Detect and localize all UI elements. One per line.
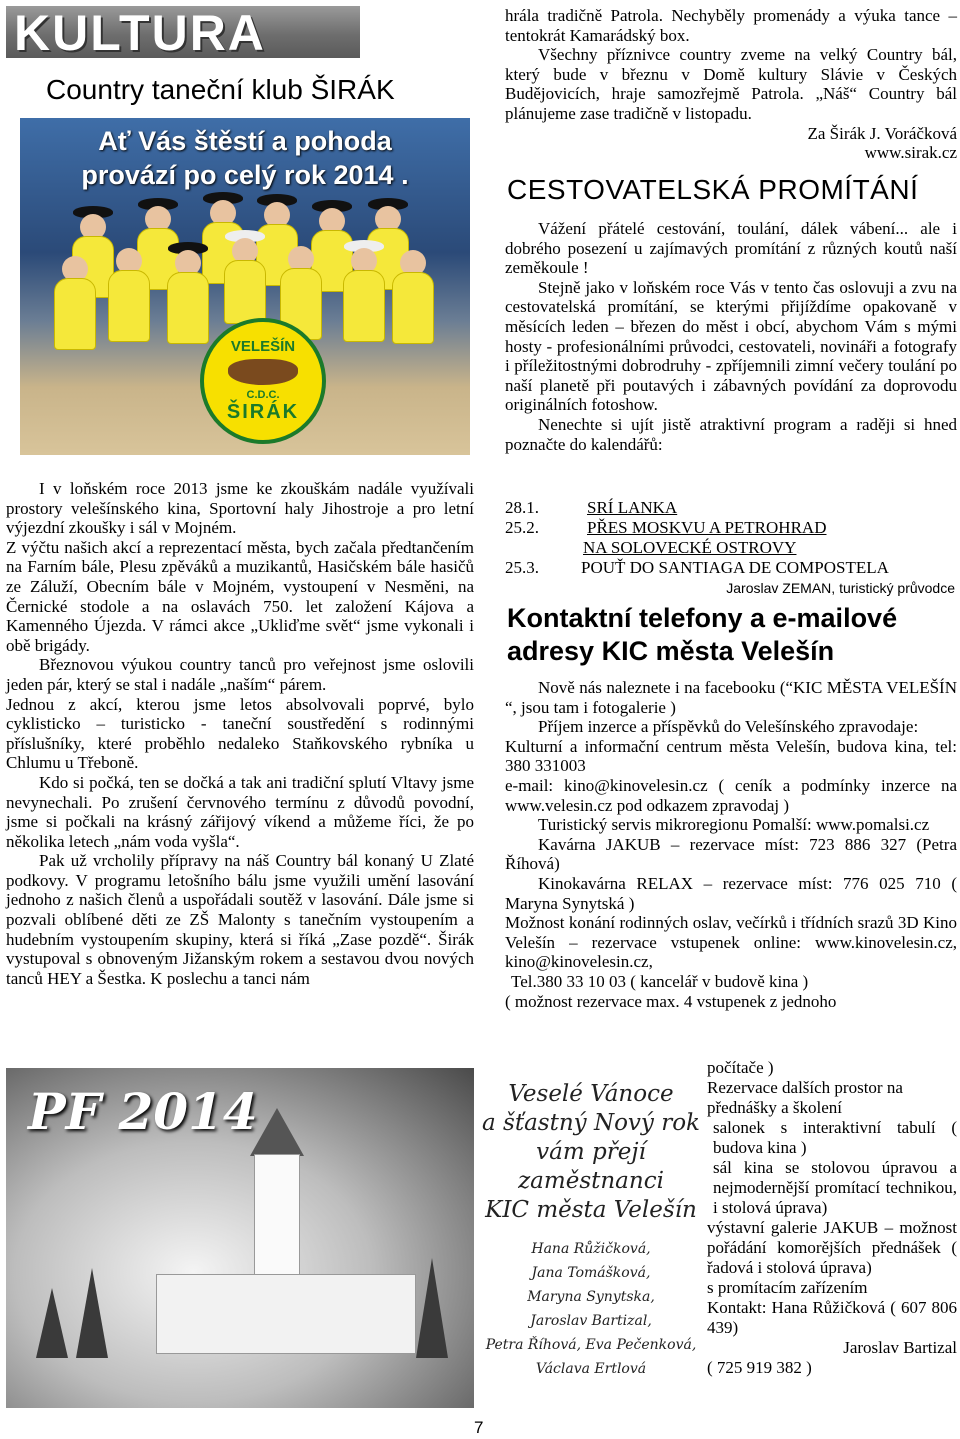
travel-article — [505, 219, 957, 454]
article-paragraph: hrála tradičně Patrola. Nechyběly promenády a výuka tance – tentokrát Kamarádský box. — [505, 6, 957, 45]
contact-line: Turistický servis mikroregionu Pomalší: www.pomalsi.cz — [538, 815, 930, 835]
greeting-line: zaměstnanci — [518, 1168, 664, 1194]
greeting-line: KIC města Velešín — [485, 1197, 697, 1223]
article-paragraph: Vážení přátelé cestování, toulání, dálek vábení... ale i dobrého posezení u zajímavých promítání z různých koutů naší zeměkoule ! — [505, 219, 957, 278]
trip-date: 28.1. — [505, 498, 539, 517]
trip-guide: Jaroslav ZEMAN, turistický průvodce — [726, 580, 955, 596]
greeting-line: a šťastný Nový rok — [482, 1110, 700, 1136]
contact-line: salonek s interaktivní tabulí ( budova kina ) — [713, 1118, 957, 1157]
contacts-list-continued — [707, 1058, 957, 1378]
photo-caption-line2: provází po celý rok 2014 . — [81, 160, 409, 190]
contact-line: Tel.380 33 10 03 ( kancelář v budově kina ) — [511, 971, 809, 991]
contact-line: Kontakt: Hana Růžičková ( 607 806 439) — [707, 1298, 957, 1337]
pf-2014-image — [6, 1068, 474, 1408]
trip-row — [505, 518, 957, 538]
banner-title: KULTURA — [14, 6, 266, 58]
contact-line: ( 725 919 382 ) — [707, 1358, 812, 1377]
article-paragraph: Nenechte si ujít jistě atraktivní program a raději si hned poznačte do kalendářů: — [505, 414, 957, 454]
article-paragraph: Z výčtu našich akcí a reprezentací města, bych začala předtančením na Farním bále, Plesu zpěváků a muzikantů, Hasičském bále hasičů ze Záluží, Obecním bále v Mojném, vystoupení v Nesměni, na Černické stodole a na oslavách 750. let založení Kájova a Kamenného Újezda. V rámci akce „Ukliďme svět“ jsme vykonali i obě brigády. — [6, 537, 474, 655]
greeting-line: vám přejí — [536, 1139, 646, 1165]
contact-line: Příjem inzerce a příspěvků do Velešínského zpravodaje: — [538, 717, 919, 737]
contact-line: sál kina se stolovou úpravou a nejmodernější promítací technikou, i stolová úprava) — [713, 1158, 957, 1217]
contact-line: počítače ) — [707, 1058, 774, 1077]
club-article-continuation — [505, 6, 957, 163]
signature-name: Maryna Synytska, — [527, 1289, 655, 1305]
photo-caption-line1: Ať Vás štěstí a pohoda — [98, 126, 392, 156]
club-website-link[interactable]: www.sirak.cz — [864, 143, 957, 163]
contact-line: e-mail: kino@kinovelesin.cz ( ceník a podmínky inzerce na www.velesin.cz pod odkazem zpravodaj ) — [505, 775, 957, 815]
contact-line: s promítacím zařízením — [707, 1278, 868, 1297]
logo-text-bottom: ŠIRÁK — [226, 401, 300, 423]
trip-date: 25.3. — [505, 558, 539, 577]
signature-name: Petra Říhová, Eva Pečenková, — [485, 1337, 697, 1353]
article-paragraph: Jednou z akcí, kterou jsme letos absolvovali poprvé, bylo cyklisticko – turisticko - taneční soustředění s rodinnými příslušníky, které proběhlo nedaleko Staňkovského rybníka u Chlumu u Třeboně. — [6, 694, 474, 773]
travel-heading: CESTOVATELSKÁ PROMÍTÁNÍ — [507, 174, 919, 205]
logo-text-mid: C.D.C. — [246, 389, 280, 401]
article-paragraph: Pak už vrcholily přípravy na náš Country bál konaný U Zlaté podkovy. V programu letošního bálu jsme využili umění lasování jednoho z našich členů a uspořádali soutěž v lasování. Dále jsme si pozvali oblíbené děti ze ZŠ Malonty s tanečním vystoupením a hudebním vystoupením skupiny, která si říká „Zase pozdě“. Širák vystupoval s obnoveným Jižanským rokem a sestavou dvou nových tanců HEY a Šestka. K poslechu a tanci nám — [6, 851, 474, 988]
trip-row — [505, 498, 957, 518]
article-paragraph: Všechny příznivce country zveme na velký Country bál, který bude v březnu v Domě kultury Slávie v Českých Budějovicích, hraje samozřejmě Patrola. „Náš“ Country bál plánujeme zase tradičně v listopadu. — [505, 45, 957, 123]
trip-date: 25.2. — [505, 518, 539, 537]
contact-line: Jaroslav Bartizal — [843, 1338, 957, 1357]
contact-line: Kinokavárna RELAX – rezervace míst: 776 025 710 ( Maryna Synytská ) — [505, 873, 957, 913]
church-roof — [250, 1108, 304, 1156]
signature-name: Jana Tomášková, — [531, 1265, 651, 1281]
club-logo — [200, 318, 326, 444]
contacts-list — [505, 678, 957, 1011]
greeting-signatures — [478, 1237, 704, 1381]
signature-name: Václava Ertlová — [535, 1361, 647, 1377]
contact-line: Kulturní a informační centrum města Velešín, budova kina, tel: 380 331003 — [505, 736, 957, 776]
trip-name: NA SOLOVECKÉ OSTROVY — [583, 538, 797, 557]
section-banner — [6, 6, 360, 58]
contact-line: Rezervace dalších prostor na přednášky a školení — [707, 1078, 903, 1117]
contact-line: ( možnost rezervace max. 4 vstupenek z jednoho — [505, 991, 837, 1011]
page-number: 7 — [474, 1418, 484, 1437]
article-paragraph: I v loňském roce 2013 jsme ke zkouškám nadále využívali prostory velešínského kina, Sportovní haly Jihostroje a pro letní výjezdní zkoušky i sál v Mojném. — [6, 479, 474, 538]
article-paragraph: Kdo si počká, ten se dočká a tak ani tradiční splutí Vltavy jsme nevynechali. Po zrušení červnového termínu z důvodů povodní, jsme si počkali na krásný zářijový víkend a můžeme říci, že po několika letech „nám voda vyšla“. — [6, 772, 474, 851]
article-paragraph: Stejně jako v loňském roce Vás v tento čas oslovuji a zvu na cestovatelská promítání, se kterými přijíždíme opakovaně v měsících leden – březen do měst i obcí, abychom Vám s mými hosty - profesionálními průvodci, cestovateli, novináři a fotografy i příležitostnými dobrodruhy - zpříjemnili zimní večery toulání po naší planetě při poutavých i zábavných povídání za doprovodu originálních fotoshow. — [505, 277, 957, 415]
contact-line: Kavárna JAKUB – rezervace míst: 723 886 327 (Petra Říhová) — [505, 834, 957, 874]
contact-line: Nově nás naleznete i na facebooku (“KIC MĚSTA VELEŠÍN “, jsou tam i fotogalerie ) — [505, 678, 957, 717]
hat-icon — [228, 359, 298, 385]
logo-text-top: VELEŠÍN — [230, 338, 296, 355]
signature-name: Jaroslav Bartizal, — [530, 1313, 652, 1329]
contacts-heading: Kontaktní telefony a e-mailové adresy KIC města Velešín — [507, 603, 898, 666]
club-article — [6, 479, 474, 988]
greeting-line: Veselé Vánoce — [508, 1081, 674, 1107]
trip-name: PŘES MOSKVU A PETROHRAD — [587, 518, 827, 537]
article-paragraph: Březnovou výukou country tanců pro veřejnost jsme oslovili jeden pár, který se stal i nadále „naším“ párem. — [6, 655, 474, 694]
christmas-greeting — [478, 1080, 704, 1410]
trip-name: SRÍ LANKA — [587, 498, 678, 517]
club-title: Country taneční klub ŠIRÁK — [46, 74, 395, 105]
club-photo — [20, 118, 470, 455]
pf-title: PF 2014 — [28, 1082, 258, 1141]
signature-name: Hana Růžičková, — [531, 1241, 651, 1257]
contact-line: výstavní galerie JAKUB – možnost pořádání komorějších přednášek ( řadová i stolová úprava) — [707, 1218, 957, 1277]
article-signature: Za Širák J. Voráčková — [807, 123, 957, 143]
church-nave — [156, 1274, 416, 1354]
trip-row — [505, 558, 957, 578]
trip-schedule — [505, 498, 957, 598]
trip-name: POUŤ DO SANTIAGA DE COMPOSTELA — [581, 558, 889, 577]
contact-line: Možnost konání rodinných oslav, večírků i třídních srazů 3D Kino Velešín – rezervace vstupenek online: www.kinovelesin.cz, kino@kinovelesin.cz, — [505, 913, 957, 972]
